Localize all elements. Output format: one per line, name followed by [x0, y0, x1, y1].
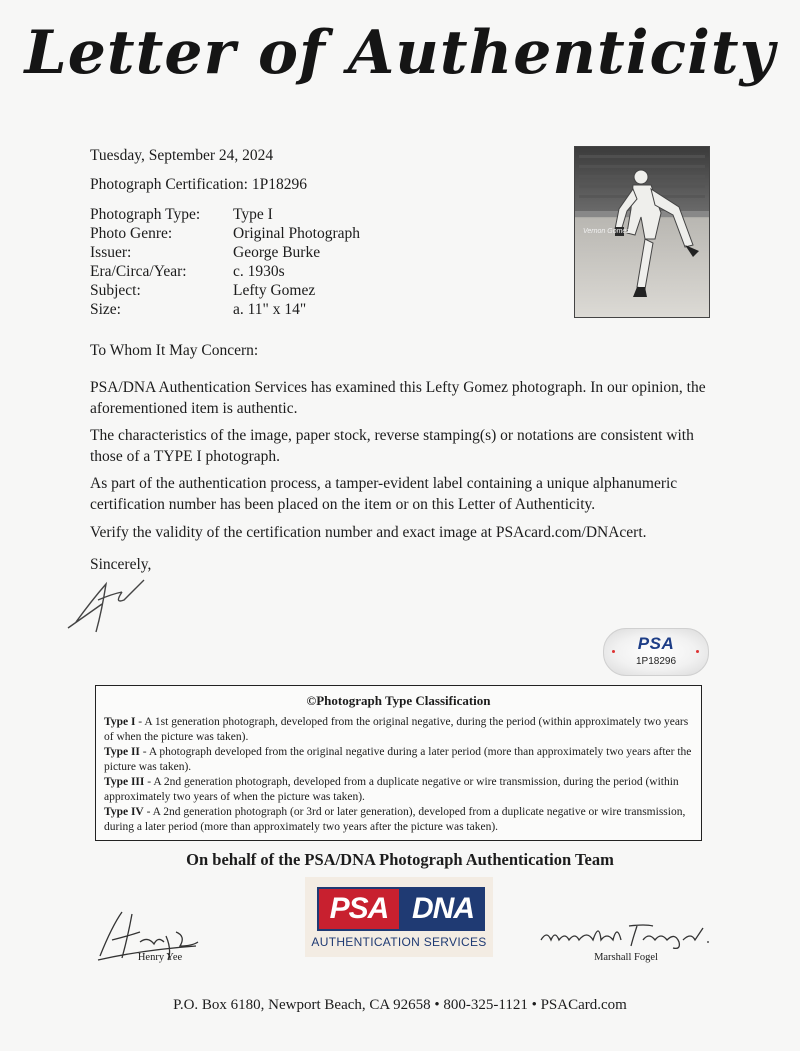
field-value: Type I: [233, 206, 273, 223]
classification-text: - A 2nd generation photograph, developed from a duplicate negative or wire transmission, during the period (within approximately two years of when the picture was taken).: [104, 776, 679, 803]
body-paragraph: PSA/DNA Authentication Services has examined this Lefty Gomez photograph. In our opinion, the aforementioned item is authentic.: [90, 379, 706, 417]
field-label: Photo Genre:: [90, 225, 173, 242]
psa-dna-logo: [305, 877, 493, 957]
field-value: George Burke: [233, 244, 321, 261]
dna-logo-text: DNA: [401, 887, 485, 931]
closing: Sincerely,: [90, 556, 152, 573]
classification-term: Type IV: [104, 806, 144, 818]
hologram-dot: [612, 650, 615, 653]
classification-text: - A photograph developed from the original negative during a later period (more than approximately two years after the picture was taken).: [104, 746, 692, 773]
body-paragraph: The characteristics of the image, paper stock, reverse stamping(s) or notations are consistent with those of a TYPE I photograph.: [90, 427, 694, 465]
team-heading: On behalf of the PSA/DNA Photograph Authentication Team: [186, 850, 614, 869]
field-label: Era/Circa/Year:: [90, 263, 187, 280]
marshall-fogel-signature: [535, 918, 715, 952]
classification-entry: [104, 775, 694, 804]
classification-term: Type I: [104, 716, 136, 728]
classification-entry: [104, 805, 694, 834]
hologram-dot: [696, 650, 699, 653]
type-classification-box: [95, 685, 702, 841]
field-value: Original Photograph: [233, 225, 360, 242]
hologram-cert-number: 1P18296: [635, 656, 677, 667]
psa-logo-text: PSA: [317, 887, 401, 931]
body-paragraph: As part of the authentication process, a tamper-evident label containing a unique alphanumeric certification number has been placed on the item or on this Letter of Authenticity.: [90, 475, 678, 513]
authenticator-signature: [62, 570, 162, 636]
classification-entry: [104, 745, 694, 774]
authenticated-photo: [574, 146, 710, 318]
photo-inscription: Vernon Gomez: [583, 228, 630, 235]
psa-hologram-logo: PSA: [637, 634, 675, 653]
field-value: a. 11" x 14": [233, 301, 307, 318]
classification-text: - A 2nd generation photograph (or 3rd or later generation), developed from a duplicate negative or wire transmission, during a later period (more than approximately two years after the picture was taken).: [104, 806, 686, 833]
footer-address: P.O. Box 6180, Newport Beach, CA 92658 • 800-325-1121 • PSACard.com: [173, 997, 627, 1013]
body-paragraph: Verify the validity of the certification number and exact image at PSAcard.com/DNAcert.: [90, 524, 647, 541]
classification-entry: [104, 715, 694, 744]
field-value: c. 1930s: [233, 263, 285, 280]
signer-name-right: Marshall Fogel: [594, 952, 658, 963]
salutation: To Whom It May Concern:: [90, 342, 259, 359]
classification-heading: ©Photograph Type Classification: [306, 693, 491, 708]
field-label: Photograph Type:: [90, 206, 201, 223]
field-label: Issuer:: [90, 244, 132, 261]
field-label: Size:: [90, 301, 121, 318]
field-value: Lefty Gomez: [233, 282, 316, 299]
letter-title: Letter of Authenticity: [24, 18, 776, 88]
letter-date: Tuesday, September 24, 2024: [90, 147, 274, 164]
classification-term: Type III: [104, 776, 145, 788]
certification-line: Photograph Certification: 1P18296: [90, 176, 307, 193]
field-label: Subject:: [90, 282, 141, 299]
classification-text: - A 1st generation photograph, developed from the original negative, during the period (within approximately two years of when the picture was taken).: [104, 716, 689, 743]
hologram-sticker: [603, 628, 709, 676]
classification-term: Type II: [104, 746, 140, 758]
logo-subtitle: AUTHENTICATION SERVICES: [311, 935, 487, 949]
signer-name-left: Henry Yee: [137, 952, 183, 963]
